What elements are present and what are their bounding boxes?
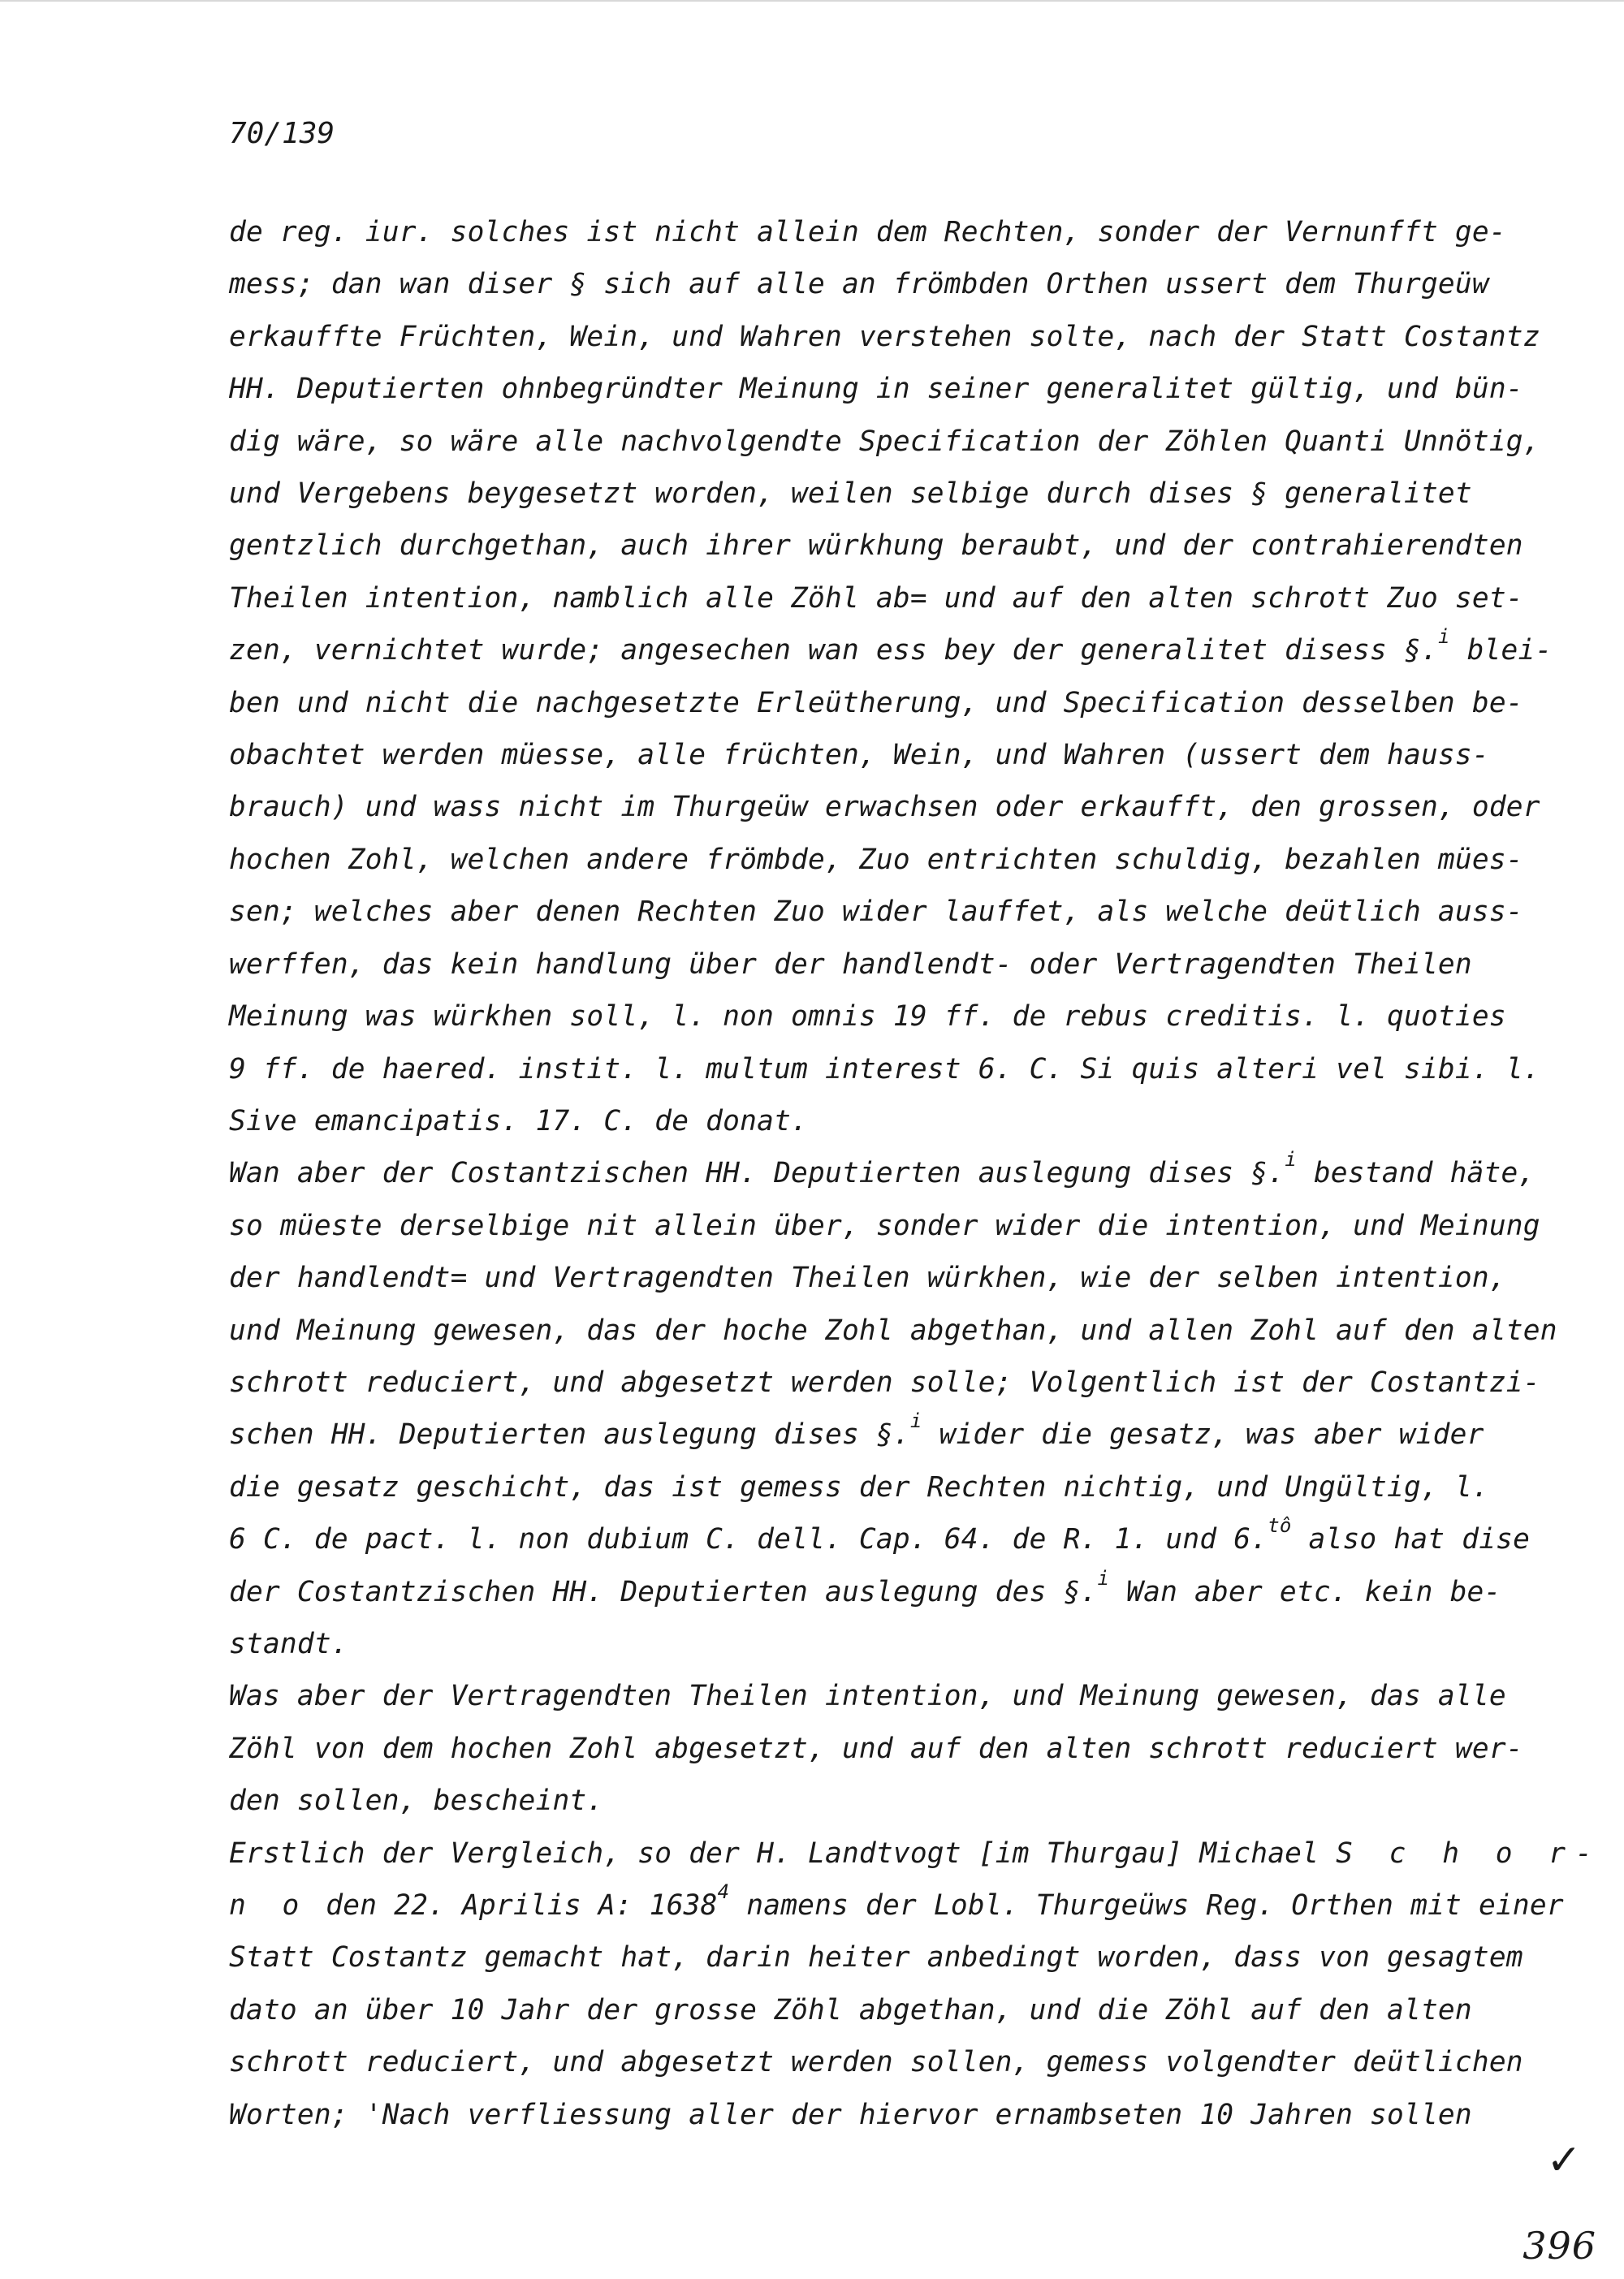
text-line: so müeste derselbige nit allein über, sonder wider die intention, und Meinung <box>229 1209 1540 1242</box>
text-line: hochen Zohl, welchen andere frömbde, Zuo entrichten schuldig, bezahlen mües- <box>229 843 1523 876</box>
text-line: Wan aber der Costantzischen HH. Deputierten auslegung dises §.$^i$ bestand häte, <box>229 1148 1535 1190</box>
text-line: Theilen intention, namblich alle Zöhl ab= und auf den alten schrott Zuo set- <box>229 581 1523 615</box>
text-line: werffen, das kein handlung über der handlendt- oder Vertragendten Theilen <box>229 947 1472 981</box>
text-line: dato an über 10 Jahr der grosse Zöhl abgethan, und die Zöhl auf den alten <box>229 1993 1472 2026</box>
superscript: i <box>909 1409 922 1433</box>
text-line: die gesatz geschicht, das ist gemess der Rechten nichtig, und Ungültig, l. <box>229 1470 1489 1504</box>
superscript: i <box>1285 1148 1297 1172</box>
text-line: der Costantzischen HH. Deputierten auslegung des §.$^i$ Wan aber etc. kein be- <box>229 1566 1501 1608</box>
text-line: 9 ff. de haered. instit. l. multum interest 6. C. Si quis alteri vel sibi. l. <box>229 1052 1540 1086</box>
superscript: 4 <box>717 1880 730 1903</box>
text-line: brauch) und wass nicht im Thurgeüw erwachsen oder erkaufft, den grossen, oder <box>229 791 1540 824</box>
superscript: i <box>1437 625 1450 649</box>
text-line: Was aber der Vertragendten Theilen intention, und Meinung gewesen, das alle <box>229 1680 1506 1713</box>
text-line: Zöhl von dem hochen Zohl abgesetzt, und auf den alten schrott reduciert wer- <box>229 1732 1523 1765</box>
folio-number: 396 <box>1522 2224 1596 2268</box>
text-line: sen; welches aber denen Rechten Zuo wider lauffet, als welche deütlich auss- <box>229 896 1523 929</box>
text-line: Meinung was würkhen soll, l. non omnis 19 ff. de rebus creditis. l. quoties <box>229 1000 1506 1034</box>
text-line: mess; dan wan diser § sich auf alle an frömbden Orthen ussert dem Thurgeüw <box>229 268 1489 301</box>
text-line: schen HH. Deputierten auslegung dises §.$^i$ wider die gesatz, was aber wider <box>229 1409 1484 1452</box>
text-line: standt. <box>229 1627 348 1660</box>
checkmark-icon: ✓ <box>1546 2136 1582 2185</box>
text-line: de reg. iur. solches ist nicht allein dem Rechten, sonder der Vernunfft ge- <box>229 216 1506 248</box>
text-line: den sollen, bescheint. <box>229 1785 604 1818</box>
text-line: erkauffte Früchten, Wein, und Wahren verstehen solte, nach der Statt Costantz <box>229 320 1540 353</box>
text-line: ben und nicht die nachgesetzte Erleütherung, und Specification desselben be- <box>229 686 1523 719</box>
text-line: 6 C. de pact. l. non dubium C. dell. Cap. 64. de R. 1. und 6.$^{tô}$ also hat dise <box>229 1514 1531 1556</box>
text-line: Statt Costantz gemacht hat, darin heiter anbedingt worden, dass von gesagtem <box>229 1941 1523 1975</box>
text-line: HH. Deputierten ohnbegründter Meinung in seiner generalitet gültig, und bün- <box>229 373 1523 406</box>
page-number: 70/139 <box>229 117 335 150</box>
text-line: n o den 22. Aprilis A: 1638$^4$ namens der Lobl. Thurgeüws Reg. Orthen mit einer <box>229 1880 1564 1922</box>
text-line: gentzlich durchgethan, auch ihrer würkhung beraubt, und der contrahierendten <box>229 529 1523 563</box>
text-line: schrott reduciert, und abgesetzt werden solle; Volgentlich ist der Costantzi- <box>229 1366 1540 1399</box>
document-body <box>229 206 1602 2141</box>
text-line: Sive emancipatis. 17. C. de donat. <box>229 1104 809 1137</box>
text-line: zen, vernichtet wurde; angesechen wan ess bey der generalitet disess §.$^i$ blei- <box>229 625 1553 667</box>
superscript: i <box>1097 1566 1110 1590</box>
text-line: dig wäre, so wäre alle nachvolgendte Specification der Zöhlen Quanti Unnötig, <box>229 425 1540 458</box>
text-line: Erstlich der Vergleich, so der H. Landtvogt [im Thurgau] Michael S c h o r- <box>229 1837 1602 1870</box>
text-line: der handlendt= und Vertragendten Theilen würkhen, wie der selben intention, <box>229 1262 1506 1295</box>
text-line: Worten; 'Nach verfliessung aller der hiervor ernambseten 10 Jahren sollen <box>229 2098 1472 2131</box>
text-line: obachtet werden müesse, alle früchten, Wein, und Wahren (ussert dem hauss- <box>229 739 1489 772</box>
superscript: tô <box>1268 1514 1292 1538</box>
text-line: schrott reduciert, und abgesetzt werden sollen, gemess volgendter deütlichen <box>229 2046 1523 2079</box>
text-line: und Meinung gewesen, das der hoche Zohl abgethan, und allen Zohl auf den alten <box>229 1314 1557 1347</box>
text-line: und Vergebens beygesetzt worden, weilen selbige durch dises § generalitet <box>229 477 1472 511</box>
spaced-name: S c h o r- <box>1336 1837 1602 1870</box>
